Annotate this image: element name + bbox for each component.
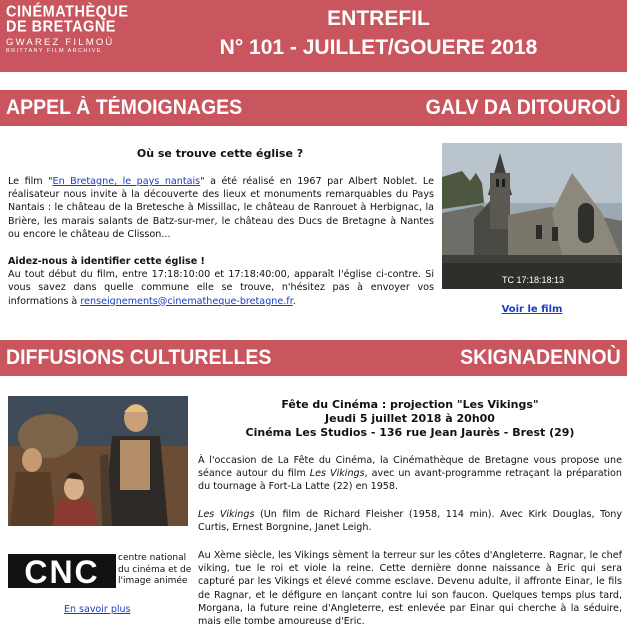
logo-line-1: CINÉMATHÈQUE [6, 3, 129, 21]
timecode-overlay: TC 17:18:18:13 [502, 275, 565, 285]
cnc-logo-text: CNC [24, 554, 100, 588]
logo-line-3: GWAREZ FILMOÙ [6, 37, 115, 48]
issue-number: N° 101 - JUILLET/GOUERE 2018 [219, 36, 538, 59]
section-title-fr: DIFFUSIONS CULTURELLES [6, 346, 272, 369]
event-title: Fête du Cinéma : projection "Les Vikings" [281, 398, 539, 411]
film-synopsis: Au Xème siècle, les Vikings sèment la terreur sur les côtes d'Angleterre. Ragnar, le chef viking, tue le roi et viole la reine. Cette dernière donne naissance à Eric qui sera capturé par les Vikings et élevé comme esclave. Devenu adulte, il affronte Einar, le fils de Ragnar, et le défigure en lançant contre lui son faucon. Quelques temps plus tard, Morgana, la future reine d'Angleterre, est enlevée par Einar qui cherche à la séduire, mais elle tombe amoureuse d'Eric. [198, 550, 622, 628]
film-link[interactable]: En Bretagne, le pays nantais [52, 176, 201, 187]
event-description: À l'occasion de La Fête du Cinéma, la Cinémathèque de Bretagne vous propose une séance autour du film Les Vikings, avec un avant-programme retraçant la préparation du tournage à Fort-La Latte (22) en 1958. [198, 455, 623, 493]
cinematheque-logo[interactable] [6, 3, 129, 55]
film-credits: Les Vikings (Un film de Richard Fleisher (1958, 114 min). Avec Kirk Douglas, Tony Curtis, Ernest Borgnine, Janet Leigh. [198, 509, 622, 534]
section-heading-appel [0, 90, 627, 126]
section-title-br: GALV DA DITOUROÙ [426, 96, 621, 119]
newsletter-title: ENTREFIL [327, 7, 430, 30]
call-for-help: Aidez-nous à identifier cette église ! Au tout début du film, entre 17:18:10:00 et 17:18:40:00, apparaît l'église ci-contre. Si vous savez dans quelle commune elle se trouve, n'hésitez pas à envoyer vos informations à renseignements@cinematheque-bretagne.fr. [8, 256, 434, 307]
logo-line-4: BRITTANY FILM ARCHIVE [6, 48, 102, 54]
question-heading: Où se trouve cette église ? [136, 147, 304, 160]
section-title-fr: APPEL À TÉMOIGNAGES [6, 96, 243, 119]
film-description: Le film "En Bretagne, le pays nantais" a été réalisé en 1967 par Albert Noblet. Le réalisateur nous invite à la découverte des lieux et monuments remarquables du Pays Nantais : le château de la Bretesche à Missillac, le château de Ranrouet à Herbignac, la Brière, les marais salants de Batz-sur-mer, le château des Ducs de Bretagne à Nantes ou encore le château de Clisson... [8, 176, 434, 240]
section-heading-diffusions [0, 340, 627, 376]
cnc-name: centre national du cinéma et de l'image animée [118, 553, 192, 586]
church-photo [442, 143, 622, 289]
newsletter-header [0, 0, 627, 72]
cnc-logo [8, 554, 116, 588]
logo-line-2: DE BRETAGNE [6, 18, 116, 36]
section-title-br: SKIGNADENNOÙ [460, 346, 621, 369]
watch-film-link[interactable]: Voir le film [501, 304, 563, 315]
event-venue: Cinéma Les Studios - 136 rue Jean Jaurès - Brest (29) [245, 426, 575, 439]
more-info-link[interactable]: En savoir plus [64, 604, 131, 615]
help-heading: Aidez-nous à identifier cette église ! [8, 256, 205, 267]
event-date: Jeudi 5 juillet 2018 à 20h00 [325, 412, 495, 425]
vikings-film-still [8, 396, 188, 526]
email-link[interactable]: renseignements@cinematheque-bretagne.fr [80, 295, 293, 307]
